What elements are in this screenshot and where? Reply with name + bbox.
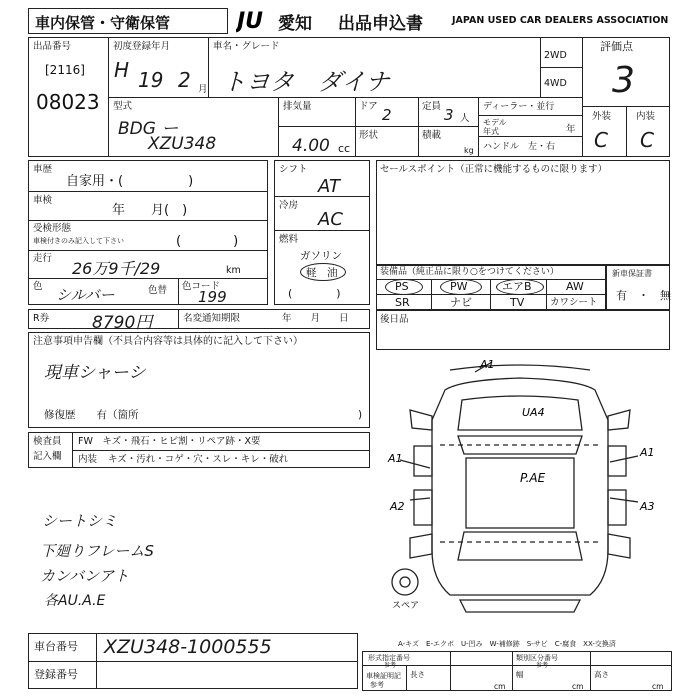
equip-tv: TV (510, 296, 525, 309)
reception-value: ( ) (176, 234, 239, 249)
ac-label: 冷房 (279, 200, 299, 211)
lot-label: 出品番号 (33, 41, 72, 52)
interior-grade: C (640, 128, 654, 152)
grade-label: 評価点 (600, 40, 633, 53)
height-unit: cm (652, 682, 664, 691)
mark-center: P.AE (520, 471, 546, 485)
car-name-value: トヨタ ダイナ (222, 68, 390, 96)
remark-line-2: 下廻りフレームS (40, 542, 154, 560)
equip-airbag-circle (496, 279, 544, 295)
mileage-unit: km (226, 265, 241, 276)
equip-aw: AW (566, 280, 584, 293)
year-unit: 年 (566, 124, 576, 135)
category-label: 類別区分番号 (516, 654, 558, 662)
association-name: JAPAN USED CAR DEALERS ASSOCIATION (452, 15, 669, 26)
hood-outline (458, 396, 582, 430)
color-code-value: 199 (198, 288, 227, 306)
spare-tire-hub (400, 577, 410, 587)
paint-label: 色替 (148, 285, 168, 296)
chassis-value: XZU348-1000555 (104, 636, 272, 658)
era-value: H (114, 58, 130, 82)
equip-ps-circle (385, 279, 423, 295)
width-unit: cm (572, 682, 584, 691)
mark-left2: A2 (390, 500, 405, 513)
model-label: 型式 (113, 101, 133, 112)
form-title: 出品申込書 (338, 14, 423, 34)
mark-stroke-left2 (410, 498, 430, 500)
equipment-label: 装備品（純正品に限り○をつけてください） (380, 267, 559, 277)
mileage-value: 26万9千/29 (72, 259, 161, 278)
inspector-label-2: 記入欄 (33, 451, 62, 462)
capacity-label: 定員 (422, 101, 442, 112)
inspector-interior-label: 内装 (78, 454, 98, 465)
later-items-block (376, 310, 670, 350)
recycle-label: R券 (33, 313, 50, 324)
warranty-label: 新車保証書 (612, 269, 652, 278)
cert-ref-label: 参考 (370, 681, 384, 689)
type-ref-label: 参考 (384, 662, 397, 669)
history-value: 自家用・( ) (66, 174, 194, 189)
damage-legend: A-キズ E-エクボ U-凹み W-補修跡 S-サビ C-腐食 XX-交換済 (398, 640, 616, 648)
color-label: 色 (33, 281, 43, 292)
mark-right2: A3 (640, 500, 655, 513)
load-unit: kg (464, 146, 474, 155)
exterior-label: 外装 (592, 111, 612, 122)
storage-tag: 車内保管・守衛保管 (35, 14, 171, 32)
repair-label: 修復歴 有（箇所 (44, 409, 139, 421)
later-items-label: 後日品 (380, 314, 409, 325)
inspection-label: 車検 (33, 195, 53, 206)
color-code-label: 色コード (182, 281, 221, 292)
rear-bumper (460, 600, 580, 612)
dealer-label: ディーラー・並行 (483, 102, 555, 112)
brand-name: 愛知 (278, 14, 312, 34)
fuel-paren: ( ) (288, 287, 341, 300)
load-label: 積載 (422, 130, 442, 141)
right-front-wheel (608, 410, 630, 430)
reception-label: 受検形態 (33, 223, 72, 234)
roof-outline (466, 458, 574, 528)
equip-navi: ナビ (450, 296, 472, 309)
owner-change-value: 年 月 日 (282, 313, 349, 324)
year-value: 19 (138, 68, 164, 92)
equip-airbag: エアB (502, 280, 532, 293)
interior-label: 内装 (636, 111, 656, 122)
drive-4wd: 4WD (544, 78, 567, 89)
mark-hood: UA4 (522, 406, 545, 419)
type-label: 形式指定番号 (368, 654, 410, 662)
model-year-label2: 年式 (483, 127, 499, 136)
equip-sr: SR (395, 296, 410, 309)
exterior-grade: C (594, 128, 608, 152)
chassis-label: 車台番号 (34, 640, 78, 653)
left-rear-door (414, 490, 432, 525)
rear-outline (458, 532, 582, 560)
mark-stroke-left (400, 460, 430, 468)
ac-value: AC (318, 209, 343, 230)
displacement-label: 排気量 (283, 101, 312, 112)
doors-label: ドア (359, 101, 378, 112)
fuel-value-diesel: 軽 油 (306, 267, 338, 279)
model-year-label1: モデル (483, 118, 507, 127)
ju-logo (236, 6, 278, 34)
length-unit: cm (494, 682, 506, 691)
diesel-circle (300, 263, 346, 281)
sales-label: セールスポイント（正常に機能するものに限ります） (380, 164, 608, 175)
spare-tire (392, 569, 418, 595)
mark-left: A1 (388, 452, 403, 465)
capacity-value: 3 (444, 106, 454, 124)
width-label: 幅 (516, 670, 524, 679)
front-bumper (450, 365, 590, 370)
first-reg-label: 初度登録年月 (113, 41, 171, 52)
displacement-unit: cc (338, 142, 351, 155)
notes-label: 注意事項申告欄（不具合内容等は具体的に記入して下さい） (33, 336, 303, 347)
svg-text:JU: JU (237, 9, 264, 34)
equip-pw-circle (440, 279, 482, 295)
reception-note: 車検付きのみ記入して下さい (33, 237, 124, 245)
mark-stroke-right2 (610, 498, 638, 502)
cert-label: 車検証明記 (366, 672, 401, 680)
notes-value: 現車シャーシ (44, 363, 146, 383)
mark-right1: A1 (640, 446, 655, 459)
shift-label: シフト (279, 164, 308, 175)
fuel-value-gasoline: ガソリン (300, 250, 342, 262)
ju-logo-mark (236, 6, 278, 34)
model-line2: XZU348 (148, 134, 217, 154)
mark-top: A1 (480, 358, 495, 371)
repair-close: ) (358, 409, 363, 421)
right-rear-wheel (608, 534, 630, 558)
shift-value: AT (318, 176, 340, 197)
length-label: 長さ (410, 670, 425, 679)
vehicle-diagram (370, 350, 670, 650)
category-ref-label: 参考 (536, 662, 549, 669)
inspector-fw-row: FW キズ・飛石・ヒビ割・リペア跡・X要 (78, 436, 261, 447)
displacement-value: 4.00 (292, 136, 330, 156)
lot-number: 08023 (36, 90, 100, 114)
owner-change-label: 名変通知期限 (183, 313, 241, 324)
drive-2wd: 2WD (544, 50, 567, 61)
sales-block (376, 160, 670, 265)
grade-value: 3 (612, 60, 635, 101)
left-rear-wheel (410, 534, 432, 558)
lot-code: [2116] (45, 63, 85, 77)
left-front-wheel (410, 410, 432, 430)
equip-leather: カワシート (550, 297, 598, 308)
registration-label: 登録番号 (34, 668, 78, 681)
mileage-label: 走行 (33, 253, 53, 264)
spare-label: スペア (392, 601, 420, 611)
car-name-label: 車名・グレード (213, 41, 280, 52)
model-line1: BDG ー (118, 119, 179, 139)
handle-label: ハンドル 左・右 (483, 142, 556, 152)
recycle-value: 8790円 (92, 313, 153, 333)
capacity-unit: 人 (460, 113, 470, 124)
shape-label: 形状 (359, 130, 379, 141)
inspection-value: 年 月( ) (112, 203, 188, 218)
inspector-label-1: 検査員 (33, 436, 62, 447)
color-value: シルバー (56, 286, 115, 304)
remark-line-3: カンバンアト (40, 567, 129, 585)
inspector-interior-row: キズ・汚れ・コゲ・穴・スレ・キレ・破れ (108, 454, 289, 465)
height-label: 高さ (594, 670, 609, 679)
storage-tag-box (28, 8, 228, 34)
right-rear-door (608, 490, 626, 525)
warranty-value: 有 ・ 無 (616, 289, 671, 302)
mark-stroke-right (610, 456, 638, 462)
fuel-label: 燃料 (279, 234, 299, 245)
remark-line-4: 各AU.A.E (44, 593, 106, 609)
body-outline (432, 378, 608, 595)
equip-ps: PS (395, 280, 409, 293)
left-front-door (414, 446, 432, 476)
remark-line-1: シートシミ (42, 512, 118, 530)
month-unit: 月 (198, 84, 208, 95)
month-value: 2 (178, 68, 191, 92)
doors-value: 2 (382, 106, 392, 124)
equip-pw: PW (450, 280, 468, 293)
history-label: 車歴 (33, 164, 53, 175)
